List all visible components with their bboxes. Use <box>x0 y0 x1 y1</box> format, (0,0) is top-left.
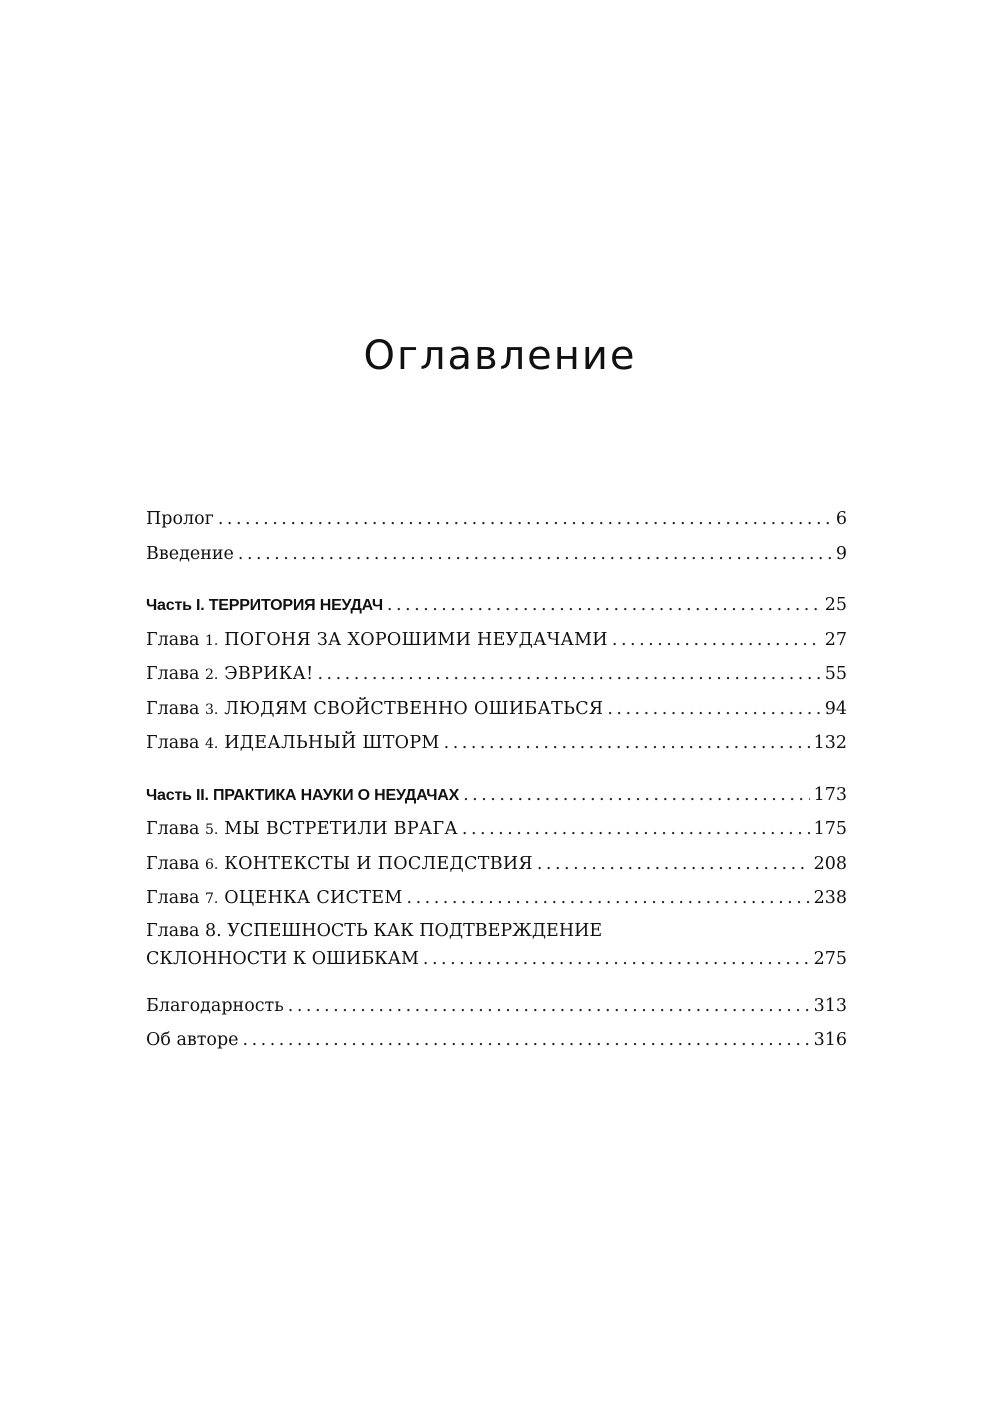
dot-leader <box>463 780 810 810</box>
chapter-prefix: Глава <box>146 698 205 719</box>
toc-entry-label <box>146 918 847 944</box>
toc-page-number: 238 <box>813 888 847 908</box>
chapter-prefix: Глава <box>146 819 205 839</box>
toc-page-number: 275 <box>813 948 847 969</box>
chapter-title: МЫ ВСТРЕТИЛИ ВРАГА <box>218 819 458 839</box>
chapter-number: 6. <box>205 856 219 873</box>
toc-page-number: 25 <box>824 595 847 615</box>
toc-entry-prolog[interactable] <box>146 504 847 539</box>
chapter-number: 4. <box>205 736 219 752</box>
toc-entry-label <box>146 659 313 690</box>
toc-entry-label: Введение <box>146 543 234 564</box>
toc-entry-acknowledgements[interactable] <box>146 991 847 1026</box>
page-title: Оглавление <box>363 333 637 379</box>
dot-leader <box>317 659 820 689</box>
chapter-title: ЛЮДЯМ СВОЙСТВЕННО ОШИБАТЬСЯ <box>218 698 604 719</box>
toc-page-number: 175 <box>813 819 847 839</box>
dot-leader <box>243 1025 810 1055</box>
toc-entry-label <box>146 625 608 656</box>
toc-entry-chapter-1[interactable] <box>146 625 847 660</box>
chapter-title: ОЦЕНКА СИСТЕМ <box>218 888 403 908</box>
dot-leader <box>407 883 810 913</box>
chapter-prefix: Глава <box>146 920 205 941</box>
toc-entry-label <box>146 849 533 880</box>
toc-page-number: 208 <box>813 853 847 874</box>
toc-entry-label <box>146 814 458 845</box>
dot-leader <box>238 539 832 569</box>
toc-entry-chapter-4[interactable] <box>146 728 847 763</box>
dot-leader <box>607 694 820 724</box>
chapter-prefix: Глава <box>146 733 205 753</box>
chapter-number: 8. <box>205 920 222 941</box>
toc-part-label: Часть I. ТЕРРИТОРИЯ НЕУДАЧ <box>146 597 383 614</box>
dot-leader <box>612 625 821 655</box>
table-of-contents <box>146 504 847 1060</box>
dot-leader <box>387 590 821 620</box>
dot-leader <box>423 944 810 974</box>
chapter-prefix: Глава <box>146 629 205 650</box>
toc-page-number: 6 <box>835 509 847 529</box>
toc-page-number: 316 <box>813 1030 847 1050</box>
toc-entry-about-author[interactable] <box>146 1025 847 1060</box>
toc-entry-chapter-6[interactable] <box>146 849 847 884</box>
chapter-number: 3. <box>205 701 219 718</box>
toc-page-number: 9 <box>835 543 847 564</box>
dot-leader <box>218 504 832 534</box>
toc-entry-label <box>146 694 603 725</box>
dot-leader <box>537 849 810 879</box>
chapter-title: ЭВРИКА! <box>218 664 314 684</box>
toc-page-number: 132 <box>813 733 847 753</box>
toc-entry-label <box>146 728 440 759</box>
chapter-prefix: Глава <box>146 853 205 874</box>
toc-entry-chapter-2[interactable] <box>146 659 847 694</box>
chapter-number: 1. <box>205 632 219 649</box>
chapter-number: 2. <box>205 667 219 683</box>
chapter-number: 7. <box>205 891 219 907</box>
chapter-title: ИДЕАЛЬНЫЙ ШТОРМ <box>218 733 440 753</box>
toc-page-number: 313 <box>813 995 847 1016</box>
chapter-prefix: Глава <box>146 664 205 684</box>
toc-entry-label: Об авторе <box>146 1030 239 1050</box>
toc-page-number: 55 <box>824 664 847 684</box>
toc-entry-chapter-3[interactable] <box>146 694 847 729</box>
dot-leader <box>462 814 810 844</box>
toc-entry-chapter-7[interactable] <box>146 883 847 918</box>
toc-entry-label: Пролог <box>146 509 214 529</box>
dot-leader <box>288 991 810 1021</box>
chapter-title: КОНТЕКСТЫ И ПОСЛЕДСТВИЯ <box>218 853 533 874</box>
toc-part-label: Часть II. ПРАКТИКА НАУКИ О НЕУДАЧАХ <box>146 786 460 804</box>
dot-leader <box>444 728 810 758</box>
toc-entry-chapter-8[interactable] <box>146 918 847 974</box>
chapter-prefix: Глава <box>146 888 205 908</box>
chapter-title-continued: СКЛОННОСТИ К ОШИБКАМ <box>146 948 419 969</box>
toc-page-number: 27 <box>824 629 847 650</box>
toc-page-number: 173 <box>813 784 847 805</box>
toc-entry-part-1[interactable] <box>146 590 847 625</box>
chapter-title: ПОГОНЯ ЗА ХОРОШИМИ НЕУДАЧАМИ <box>218 629 608 650</box>
chapter-number: 5. <box>205 822 219 838</box>
toc-entry-label <box>146 883 403 914</box>
toc-entry-intro[interactable] <box>146 539 847 574</box>
toc-entry-part-2[interactable] <box>146 780 847 815</box>
toc-entry-chapter-5[interactable] <box>146 814 847 849</box>
chapter-title: УСПЕШНОСТЬ КАК ПОДТВЕРЖДЕНИЕ <box>221 920 603 941</box>
toc-page-number: 94 <box>824 698 847 719</box>
toc-entry-label: Благодарность <box>146 995 284 1016</box>
